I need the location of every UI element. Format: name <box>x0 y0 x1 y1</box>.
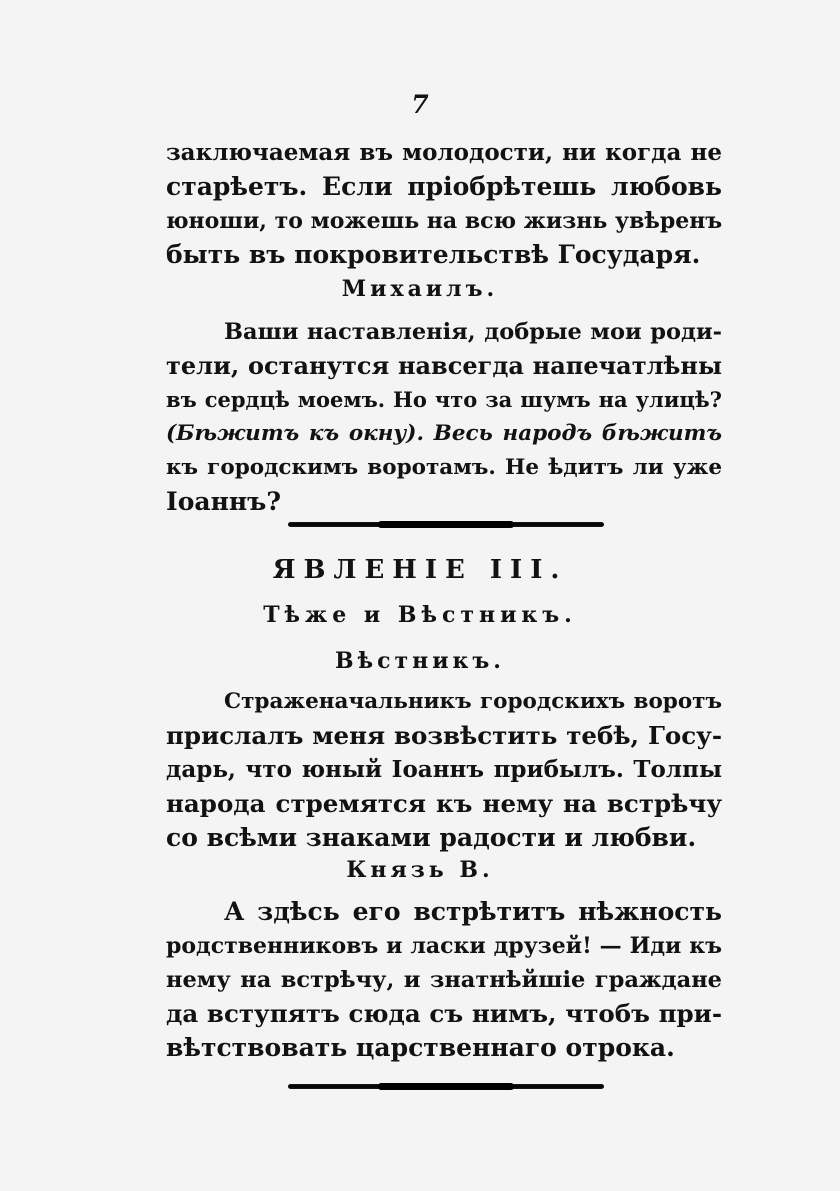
text-line: вѣтствовать царственнаго отрока. <box>166 1033 675 1062</box>
text-line: со всѣми знаками радости и любви. <box>166 823 697 852</box>
text-line: народа стремятся къ нему на встрѣчу <box>166 789 722 818</box>
speaker-name-vestnik: Вѣстникъ. <box>335 648 505 674</box>
paragraph-mikhail <box>166 315 722 519</box>
scene-subheading: Тѣже и Вѣстникъ. <box>263 602 577 628</box>
text-line: тели, останутся навсегда напечатлѣны <box>166 351 722 380</box>
text-line: быть въ покровительствѣ Государя. <box>166 240 701 269</box>
text-line: да вступятъ сюда съ нимъ, чтобъ при- <box>166 999 722 1028</box>
text-line: Ваши наставленія, добрые мои роди- <box>224 319 722 345</box>
section-divider <box>288 522 604 527</box>
text-line: заключаемая въ молодости, ни когда не <box>166 139 722 166</box>
speaker-name-mikhail: Михаилъ. <box>341 276 499 302</box>
text-line: Іоаннъ? <box>166 487 281 516</box>
scene-heading: ЯВЛЕНІЕ III. <box>272 555 568 585</box>
text-line: юноши, то можешь на всю жизнь увѣренъ <box>166 208 723 234</box>
section-divider-bottom <box>288 1084 604 1089</box>
text-line: родственниковъ и ласки друзей! — Иди къ <box>166 933 722 959</box>
page-number: 7 <box>411 90 429 119</box>
text-line: старѣетъ. Если пріобрѣтешь любовь <box>166 172 722 201</box>
speaker-name-knyaz: Князь В. <box>346 857 494 883</box>
text-line: въ сердцѣ моемъ. Но что за шумъ на улицѣ? <box>166 387 722 412</box>
paragraph-knyaz <box>166 895 722 1065</box>
paragraph-vestnik <box>166 685 722 855</box>
text-line: (Бѣжитъ къ окну). Весь народъ бѣжитъ <box>166 421 722 446</box>
text-line: Страженачальникъ городскихъ воротъ <box>224 689 722 714</box>
text-line: прислалъ меня возвѣстить тебѣ, Госу- <box>166 721 722 750</box>
text-line: А здѣсь его встрѣтитъ нѣжность <box>224 897 722 926</box>
text-line: дарь, что юный Іоаннъ прибылъ. Толпы <box>166 756 722 783</box>
text-line: къ городскимъ воротамъ. Не ѣдитъ ли уже <box>166 455 722 480</box>
text-line: нему на встрѣчу, и знатнѣйшіе граждане <box>166 967 722 993</box>
paragraph-continuation <box>166 136 722 272</box>
